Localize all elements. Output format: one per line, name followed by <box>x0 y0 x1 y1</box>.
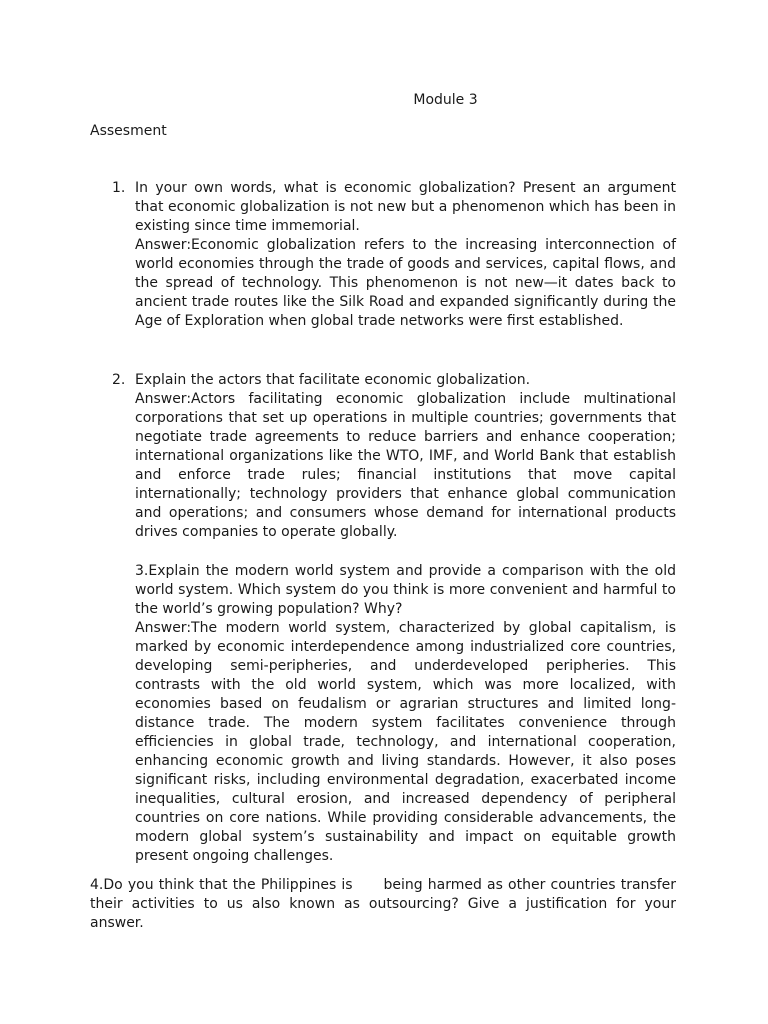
answer-text-1: Answer:Economic globalization refers to the increasing interconnection of world economies through the trade of goods and services, capital flows, and the spread of technology. This phenomenon is not new—it dates back to ancient trade routes like the Silk Road and expanded significantly during the Age of Exploration when global trade networks were first established. <box>135 237 676 329</box>
question-item-4 <box>90 876 681 933</box>
question-text-2: Explain the actors that facilitate economic globalization. <box>135 372 531 388</box>
question-item-3 <box>135 562 676 866</box>
question-text-3: 3.Explain the modern world system and provide a comparison with the old world system. Which system do you think is more convenient and harmful to the world’s growing population? Why? <box>135 563 676 617</box>
answer-text-3: Answer:The modern world system, characterized by global capitalism, is marked by economic interdependence among industrialized core countries, developing semi-peripheries, and underdeveloped peripheries. This contrasts with the old world system, which was more localized, with economies based on feudalism or agrarian structures and limited long-distance trade. The modern system facilitates convenience through efficiencies in global trade, technology, and international cooperation, enhancing economic growth and living standards. However, it also poses significant risks, including environmental degradation, exacerbated income inequalities, cultural erosion, and increased dependency of peripheral countries on core nations. While providing considerable advancements, the modern global system’s sustainability and impact on equitable growth present ongoing challenges. <box>135 620 676 864</box>
question-number-2: 2. <box>112 372 126 388</box>
section-heading: Assesment <box>90 123 167 139</box>
question-text-4: 4.Do you think that the Philippines is being harmed as other countries transfer their activities to us also known as outsourcing? Give a justification for your answer. <box>90 877 681 931</box>
question-number-1: 1. <box>112 180 126 196</box>
question-item-2 <box>112 371 676 542</box>
question-item-1 <box>112 179 676 331</box>
answer-text-2: Answer:Actors facilitating economic globalization include multinational corporations that set up operations in multiple countries; governments that negotiate trade agreements to reduce barriers and enhance cooperation; international organizations like the WTO, IMF, and World Bank that establish and enforce trade rules; financial institutions that move capital internationally; technology providers that enhance global communication and operations; and consumers whose demand for international products drives companies to operate globally. <box>135 391 676 540</box>
question-text-1: In your own words, what is economic globalization? Present an argument that economic globalization is not new but a phenomenon which has been in existing since time immemorial. <box>135 180 676 234</box>
page-title: Module 3 <box>413 92 478 108</box>
